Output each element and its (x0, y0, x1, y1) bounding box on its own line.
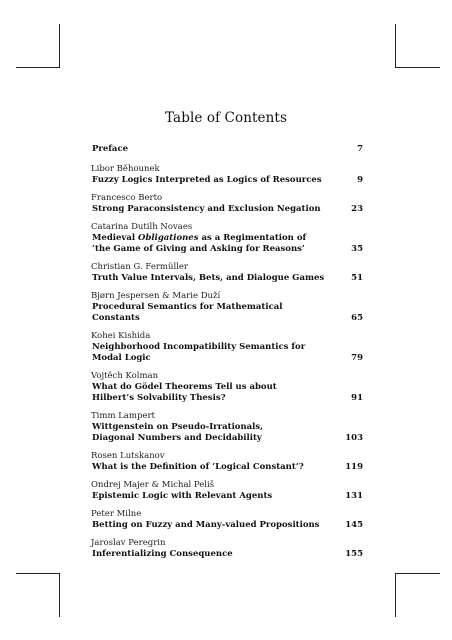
toc-entry[interactable] (91, 144, 363, 155)
toc-title (91, 233, 363, 255)
toc-title (91, 302, 363, 324)
toc-title-line: What do Gödel Theorems Tell us about (92, 382, 277, 392)
crop-mark (395, 573, 396, 617)
toc-entry[interactable] (91, 331, 363, 364)
crop-mark (59, 24, 60, 68)
toc-author: Libor Běhounek (91, 164, 160, 174)
toc-author: Jaroslav Peregrin (91, 538, 166, 548)
toc-entry[interactable] (91, 291, 363, 324)
crop-mark (16, 67, 60, 68)
toc-entry[interactable] (91, 262, 363, 284)
toc-author: Kohei Kishida (91, 331, 151, 341)
toc-title-line: Inferentializing Consequence (92, 549, 233, 559)
toc-title-line: Epistemic Logic with Relevant Agents (92, 491, 273, 501)
crop-mark (395, 24, 396, 68)
toc-title (91, 462, 363, 473)
toc-title (91, 520, 363, 531)
toc-author: Francesco Berto (91, 193, 163, 203)
toc-title (91, 273, 363, 284)
toc-page-number: 119 (345, 462, 363, 472)
toc-title-line: Betting on Fuzzy and Many-valued Propositions (92, 520, 320, 530)
toc-page-number: 35 (351, 244, 363, 254)
toc-author: Rosen Lutskanov (91, 451, 165, 461)
toc-author: Bjørn Jespersen & Marie Duží (91, 291, 221, 301)
toc-entry[interactable] (91, 193, 363, 215)
toc-page-number: 91 (351, 393, 363, 403)
toc-title-line: Preface (92, 144, 129, 154)
toc-list (91, 144, 363, 567)
toc-entry[interactable] (91, 509, 363, 531)
page-title: Table of Contents (165, 110, 287, 126)
toc-page-number: 131 (345, 491, 363, 501)
toc-title (91, 204, 363, 215)
toc-page-number: 51 (351, 273, 363, 283)
toc-title-line: Neighborhood Incompatibility Semantics for Modal Logic (92, 342, 306, 363)
toc-entry[interactable] (91, 411, 363, 444)
toc-title-line: Strong Paraconsistency and Exclusion Negation (92, 204, 321, 214)
crop-mark (16, 573, 60, 574)
toc-title-line: What is the Definition of ‘Logical Constant’? (92, 462, 304, 472)
toc-page-number: 145 (345, 520, 363, 530)
toc-title-line: ‘the Game of Giving and Asking for Reasons’ (92, 244, 305, 254)
toc-title (91, 549, 363, 560)
toc-page-number: 65 (351, 313, 363, 323)
toc-entry[interactable] (91, 164, 363, 186)
toc-author: Ondrej Majer & Michal Peliš (91, 480, 215, 490)
toc-title-line: Hilbert’s Solvability Thesis? (92, 393, 226, 403)
toc-title (91, 491, 363, 502)
toc-page-number: 103 (345, 433, 363, 443)
toc-title (91, 382, 363, 404)
toc-title-line: Truth Value Intervals, Bets, and Dialogue Games (92, 273, 325, 283)
toc-entry[interactable] (91, 451, 363, 473)
toc-title-line: Diagonal Numbers and Decidability (92, 433, 262, 443)
toc-page-number: 9 (357, 175, 363, 185)
crop-mark (396, 67, 440, 68)
toc-page-number: 7 (357, 144, 363, 154)
toc-page-number: 155 (345, 549, 363, 559)
toc-title (91, 342, 363, 364)
toc-page-number: 23 (351, 204, 363, 214)
toc-entry[interactable] (91, 480, 363, 502)
toc-author: Peter Milne (91, 509, 142, 519)
toc-entry[interactable] (91, 371, 363, 404)
toc-title-line: Fuzzy Logics Interpreted as Logics of Resources (92, 175, 322, 185)
crop-mark (59, 573, 60, 617)
toc-page-number: 79 (351, 353, 363, 363)
toc-title (91, 144, 363, 155)
toc-author: Vojtěch Kolman (91, 371, 159, 381)
toc-title-line: Procedural Semantics for Mathematical Constants (92, 302, 283, 323)
toc-title (91, 422, 363, 444)
toc-title (91, 175, 363, 186)
toc-entry[interactable] (91, 222, 363, 255)
toc-title-line: Medieval Obligationes as a Regimentation of (92, 233, 307, 243)
toc-author: Catarina Dutilh Novaes (91, 222, 193, 232)
toc-entry[interactable] (91, 538, 363, 560)
crop-mark (396, 573, 440, 574)
toc-author: Christian G. Fermüller (91, 262, 188, 272)
toc-title-line: Wittgenstein on Pseudo-Irrationals, (92, 422, 264, 432)
toc-author: Timm Lampert (91, 411, 155, 421)
